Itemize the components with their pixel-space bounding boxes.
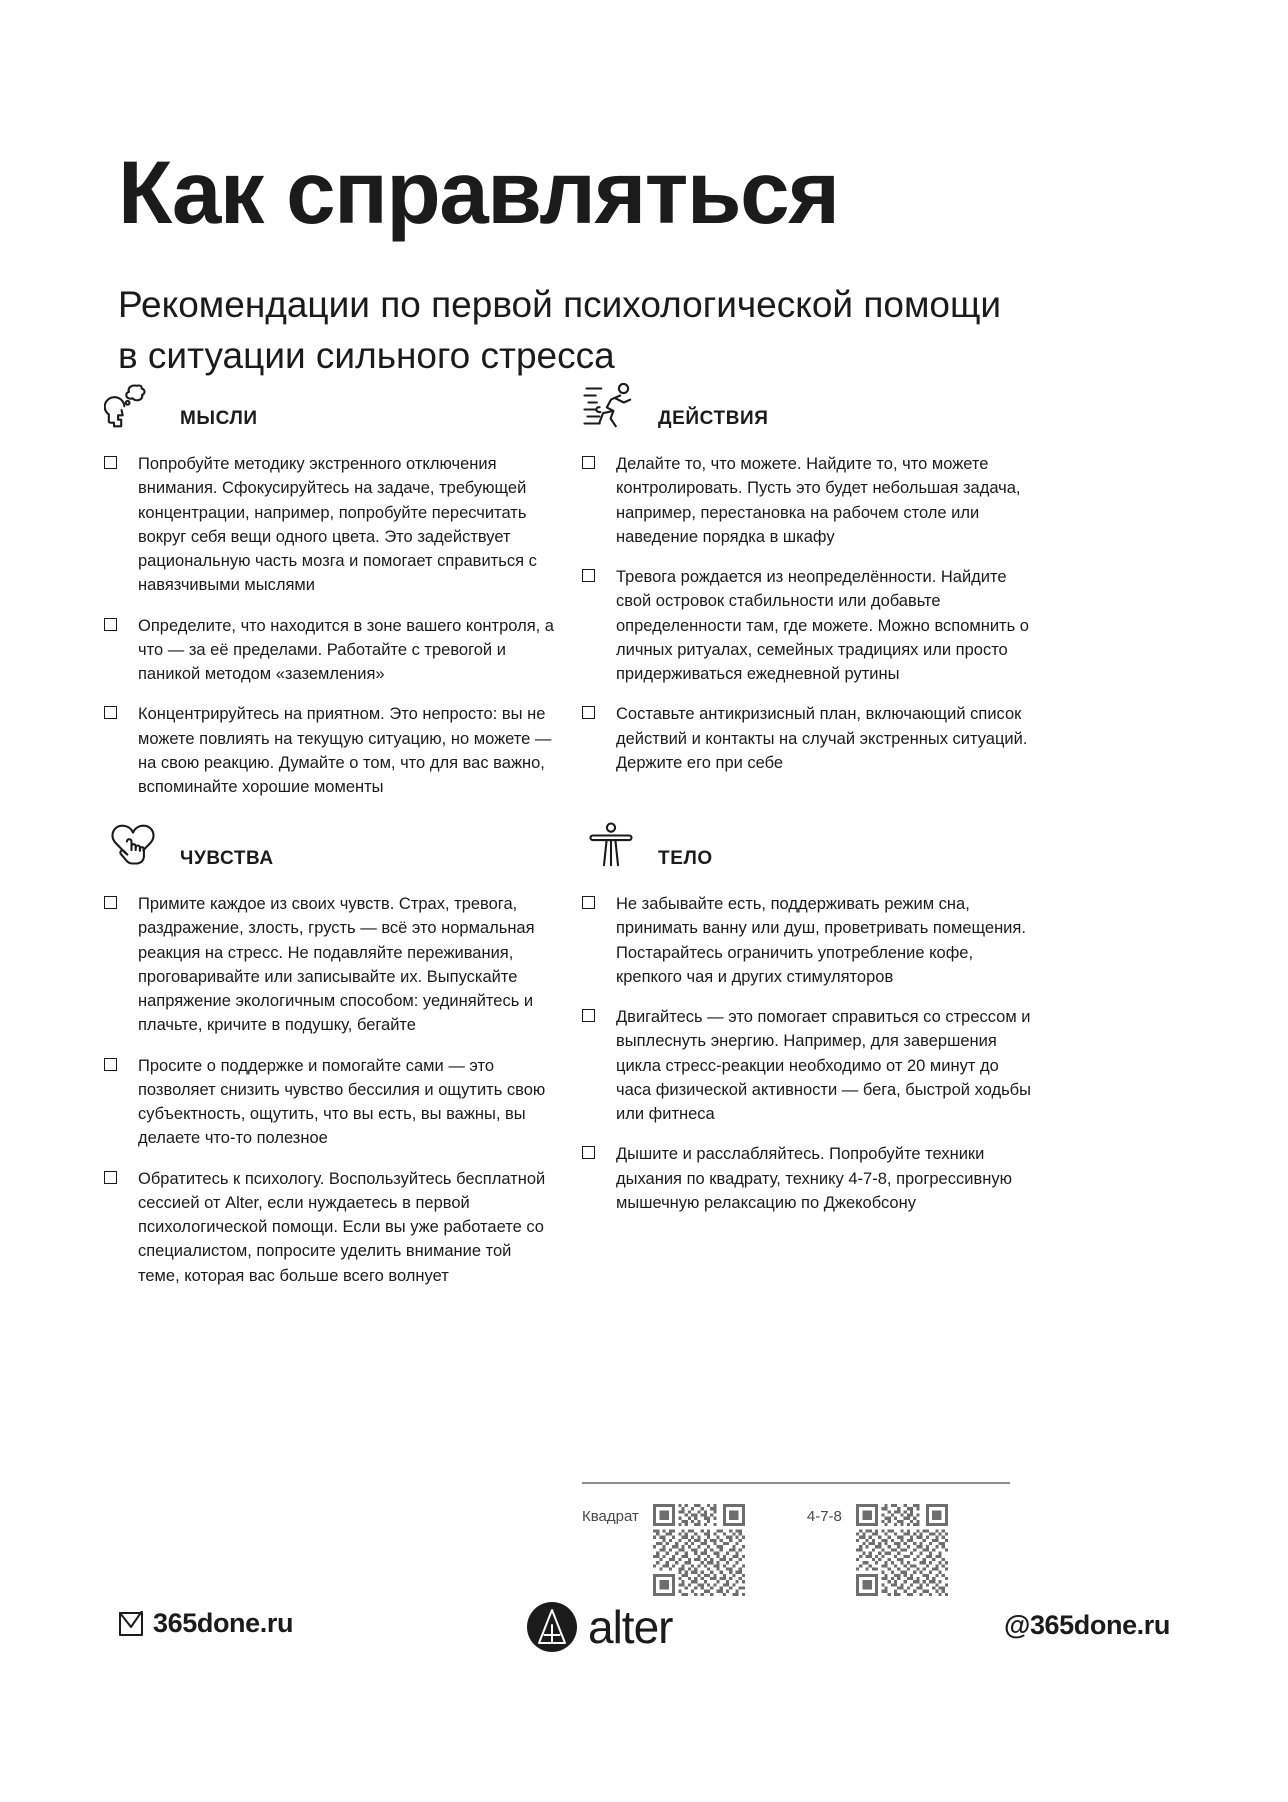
- list-item[interactable]: [104, 702, 556, 799]
- page-title: Как справляться: [118, 141, 839, 242]
- list-item[interactable]: [582, 702, 1034, 775]
- checklist-body: [582, 892, 1034, 1215]
- list-item[interactable]: [104, 1167, 556, 1288]
- list-item-text: Тревога рождается из неопределённости. Найдите свой островок стабильности или добавьте определенности там, где можете. Можно вспомнить о личных ритуалах, семейных традициях или просто придерживаться ежедневной рутины: [616, 568, 1029, 683]
- list-item-text: Примите каждое из своих чувств. Страх, тревога, раздражение, злость, грусть — всё это нормальная реакция на стресс. Не подавляйте переживания, проговаривайте или записывайте их. Выпускайте напряжение экологичным способом: уединяйтесь и плачьте, кричите в подушку, бегайте: [138, 895, 535, 1035]
- list-item-text: Двигайтесь — это помогает справиться со стрессом и выплеснуть энергию. Например, для завершения цикла стресс-реакции необходимо от 20 минут до часа физической активности — бега, быстрой ходьбы или фитнеса: [616, 1008, 1031, 1123]
- list-item-text: Составьте антикризисный план, включающий список действий и контакты на случай экстренных ситуаций. Держите его при себе: [616, 705, 1028, 772]
- page-subtitle: Рекомендации по первой психологической помощи в ситуации сильного стресса: [118, 284, 1002, 376]
- list-item-text: Просите о поддержке и помогайте сами — это позволяет снизить чувство бессилия и ощутить свою субъектность, ощутить, что вы есть, вы важны, вы делаете что-то полезное: [138, 1056, 546, 1148]
- list-item-text: Дышите и расслабляйтесь. Попробуйте техники дыхания по квадрату, технику 4-7-8, прогрессивную мышечную релаксацию по Джекобсону: [616, 1145, 1012, 1212]
- checklist-actions: [582, 452, 1034, 775]
- checkbox[interactable]: [104, 706, 117, 719]
- footer: [0, 1601, 1288, 1678]
- heart-hand-icon: [104, 816, 162, 874]
- list-item-text: Делайте то, что можете. Найдите то, что можете контролировать. Пусть это будет небольшая задача, например, перестановка на рабочем столе или наведение порядка в шкафу: [616, 455, 1021, 546]
- list-item-text: Попробуйте методику экстренного отключения внимания. Сфокусируйтесь на задаче, требующей концентрации, например, попробуйте пересчитать вокруг себя вещи одного цвета. Это задействует рациональную часть мозга и помогает справиться с навязчивыми мыслями: [138, 455, 537, 595]
- checkbox[interactable]: [582, 706, 595, 719]
- alter-logo-icon: [526, 1601, 578, 1653]
- checklist-feelings: [104, 892, 556, 1288]
- head-thought-bubble-icon: [104, 376, 162, 434]
- qr-code-icon[interactable]: [653, 1504, 745, 1596]
- list-item[interactable]: [104, 892, 556, 1038]
- checkbox[interactable]: [582, 1009, 595, 1022]
- standing-person-icon: [582, 816, 640, 874]
- section-actions: [582, 372, 1034, 775]
- checkbox[interactable]: [104, 1171, 117, 1184]
- section-body: [582, 812, 1034, 1215]
- brand-alter[interactable]: [526, 1600, 672, 1654]
- brand-365done-left[interactable]: [118, 1608, 293, 1639]
- brand-365done-label: 365done.ru: [153, 1608, 294, 1638]
- list-item[interactable]: [104, 452, 556, 598]
- qr-label-478: 4-7-8: [806, 1508, 842, 1525]
- checkbox[interactable]: [582, 456, 595, 469]
- section-title-body: ТЕЛО: [658, 848, 713, 869]
- qr-pair-478: [807, 1504, 948, 1596]
- qr-pair-square: [582, 1504, 745, 1596]
- list-item-text: Обратитесь к психологу. Воспользуйтесь бесплатной сессией от Alter, если нуждаетесь в первой психологической помощи. Если вы уже работаете со специалистом, попросите уделить внимание той теме, которая вас больше всего волнует: [138, 1169, 546, 1285]
- list-item[interactable]: [582, 452, 1034, 549]
- qr-block: [582, 1482, 1010, 1596]
- section-title-actions: ДЕЙСТВИЯ: [658, 408, 769, 429]
- section-header-body: [582, 812, 1034, 874]
- list-item-text: Концентрируйтесь на приятном. Это непросто: вы не можете повлиять на текущую ситуацию, но можете — на свою реакцию. Думайте о том, что для вас важно, вспоминайте хорошие моменты: [138, 705, 552, 796]
- section-title-thoughts: МЫСЛИ: [180, 408, 258, 429]
- list-item-text: Определите, что находится в зоне вашего контроля, а что — за её пределами. Работайте с тревогой и паникой методом «заземления»: [138, 616, 554, 683]
- list-item[interactable]: [582, 1005, 1034, 1126]
- checkbox[interactable]: [104, 618, 117, 631]
- section-thoughts: [104, 372, 556, 799]
- qr-code-icon[interactable]: [856, 1504, 948, 1596]
- list-item[interactable]: [582, 1142, 1034, 1215]
- section-header-actions: [582, 372, 1034, 434]
- section-header-thoughts: [104, 372, 556, 434]
- checkmark-box-icon: [118, 1611, 144, 1637]
- list-item[interactable]: [104, 614, 556, 687]
- list-item-text: Не забывайте есть, поддерживать режим сна, принимать ванну или душ, проветривать помещения. Постарайтесь ограничить употребление кофе, крепкого чая и других стимуляторов: [616, 895, 1026, 986]
- list-item[interactable]: [104, 1054, 556, 1151]
- list-item[interactable]: [582, 565, 1034, 686]
- list-item[interactable]: [582, 892, 1034, 989]
- section-header-feelings: [104, 812, 556, 874]
- checklist-thoughts: [104, 452, 556, 799]
- checkbox[interactable]: [104, 896, 117, 909]
- checkbox[interactable]: [104, 1058, 117, 1071]
- qr-label-square: Квадрат: [582, 1508, 639, 1525]
- divider: [582, 1482, 1010, 1484]
- checkbox[interactable]: [582, 896, 595, 909]
- checkbox[interactable]: [582, 569, 595, 582]
- qr-row: [582, 1504, 1010, 1596]
- section-title-feelings: ЧУВСТВА: [180, 848, 274, 869]
- checkbox[interactable]: [104, 456, 117, 469]
- section-feelings: [104, 812, 556, 1288]
- running-person-icon: [582, 376, 640, 434]
- brand-365done-handle[interactable]: @365done.ru: [1004, 1610, 1170, 1640]
- checkbox[interactable]: [582, 1146, 595, 1159]
- alter-wordmark: alter: [588, 1601, 673, 1653]
